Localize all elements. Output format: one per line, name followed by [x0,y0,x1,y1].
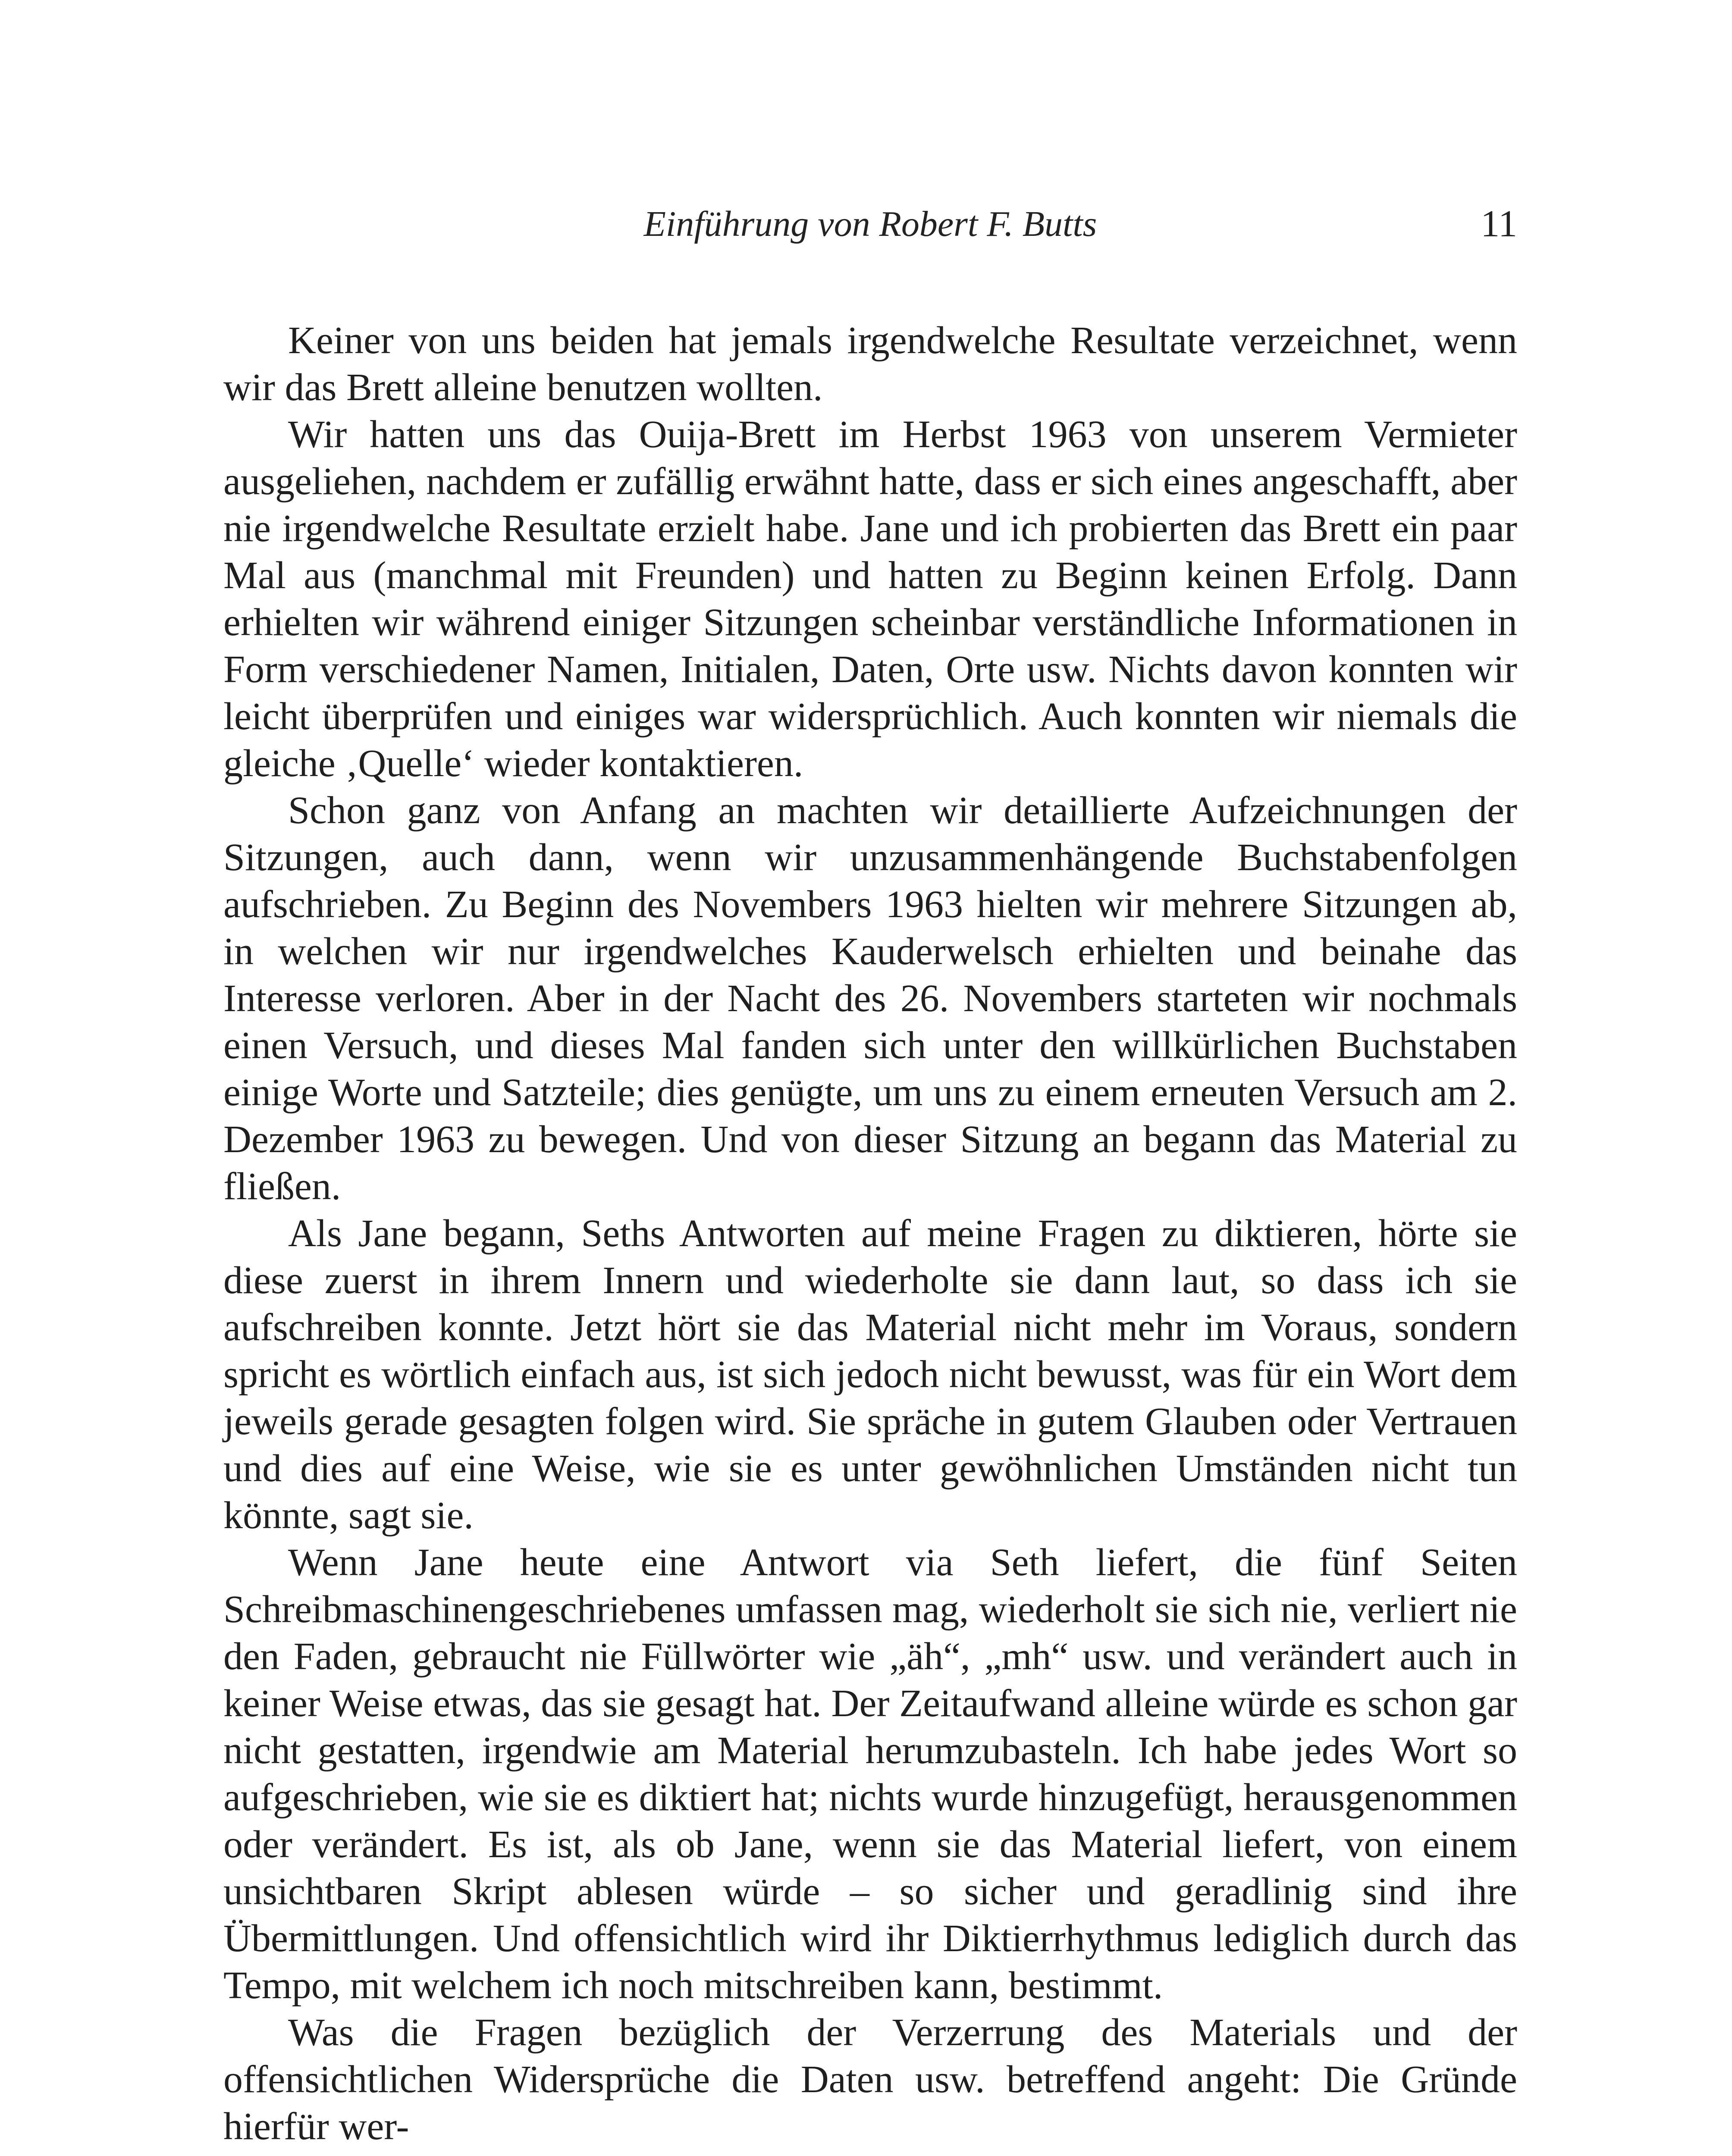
paragraph-3: Schon ganz von Anfang an machten wir detaillierte Aufzeichnungen der Sitzungen, auch dann, wenn wir unzusammenhängende Buchstabenfolgen aufschrieben. Zu Beginn des Novembers 1963 hielten wir mehrere Sitzungen ab, in welchen wir nur irgendwelches Kauderwelsch erhielten und beinahe das Interesse verloren. Aber in der Nacht des 26. Novembers starteten wir nochmals einen Versuch, und dieses Mal fanden sich unter den willkürlichen Buchstaben einige Worte und Satzteile; dies genügte, um uns zu einem erneuten Versuch am 2. Dezember 1963 zu bewegen. Und von dieser Sitzung an begann das Material zu fließen. [223,789,1517,1208]
page-number: 11 [1481,203,1517,245]
running-title: Einführung von Robert F. Butts [643,204,1097,244]
paragraph-1: Keiner von uns beiden hat jemals irgendwelche Resultate verzeichnet, wenn wir das Brett alleine benutzen wollten. [223,319,1517,409]
paragraph-4: Als Jane begann, Seths Antworten auf meine Fragen zu diktieren, hörte sie diese zuerst in ihrem Innern und wiederholte sie dann laut, so dass ich sie aufschreiben konnte. Jetzt hört sie das Material nicht mehr im Voraus, sondern spricht es wörtlich einfach aus, ist sich jedoch nicht bewusst, was für ein Wort dem jeweils gerade gesagten folgen wird. Sie spräche in gutem Glauben oder Vertrauen und dies auf eine Weise, wie sie es unter gewöhnlichen Umständen nicht tun könnte, sagt sie. [223,1212,1517,1537]
running-head [223,198,1517,250]
paragraph-6: Was die Fragen bezüglich der Verzerrung des Materials und der offensichtlichen Widersprüche die Daten usw. betreffend angeht: Die Gründe hierfür wer- [223,2011,1517,2148]
body-text [223,317,1517,2150]
paragraph-5: Wenn Jane heute eine Antwort via Seth liefert, die fünf Seiten Schreibmaschinengeschriebenes umfassen mag, wiederholt sie sich nie, verliert nie den Faden, gebraucht nie Füllwörter wie „äh“, „mh“ usw. und verändert auch in keiner Weise etwas, das sie gesagt hat. Der Zeitaufwand alleine würde es schon gar nicht gestatten, irgendwie am Material herumzubasteln. Ich habe jedes Wort so aufgeschrieben, wie sie es diktiert hat; nichts wurde hinzugefügt, herausgenommen oder verändert. Es ist, als ob Jane, wenn sie das Material liefert, von einem unsichtbaren Skript ablesen würde – so sicher und geradlinig sind ihre Übermittlungen. Und offensichtlich wird ihr Diktierrhythmus lediglich durch das Tempo, mit welchem ich noch mitschreiben kann, bestimmt. [223,1541,1517,2007]
paragraph-2: Wir hatten uns das Ouija-Brett im Herbst 1963 von unserem Vermieter ausgeliehen, nachdem er zufällig erwähnt hatte, dass er sich eines angeschafft, aber nie irgendwelche Resultate erzielt habe. Jane und ich probierten das Brett ein paar Mal aus (manchmal mit Freunden) und hatten zu Beginn keinen Erfolg. Dann erhielten wir während einiger Sitzungen scheinbar verständliche Informationen in Form verschiedener Namen, Initialen, Daten, Orte usw. Nichts davon konnten wir leicht überprüfen und einiges war widersprüchlich. Auch konnten wir niemals die gleiche ‚Quelle‘ wieder kontaktieren. [223,413,1517,785]
